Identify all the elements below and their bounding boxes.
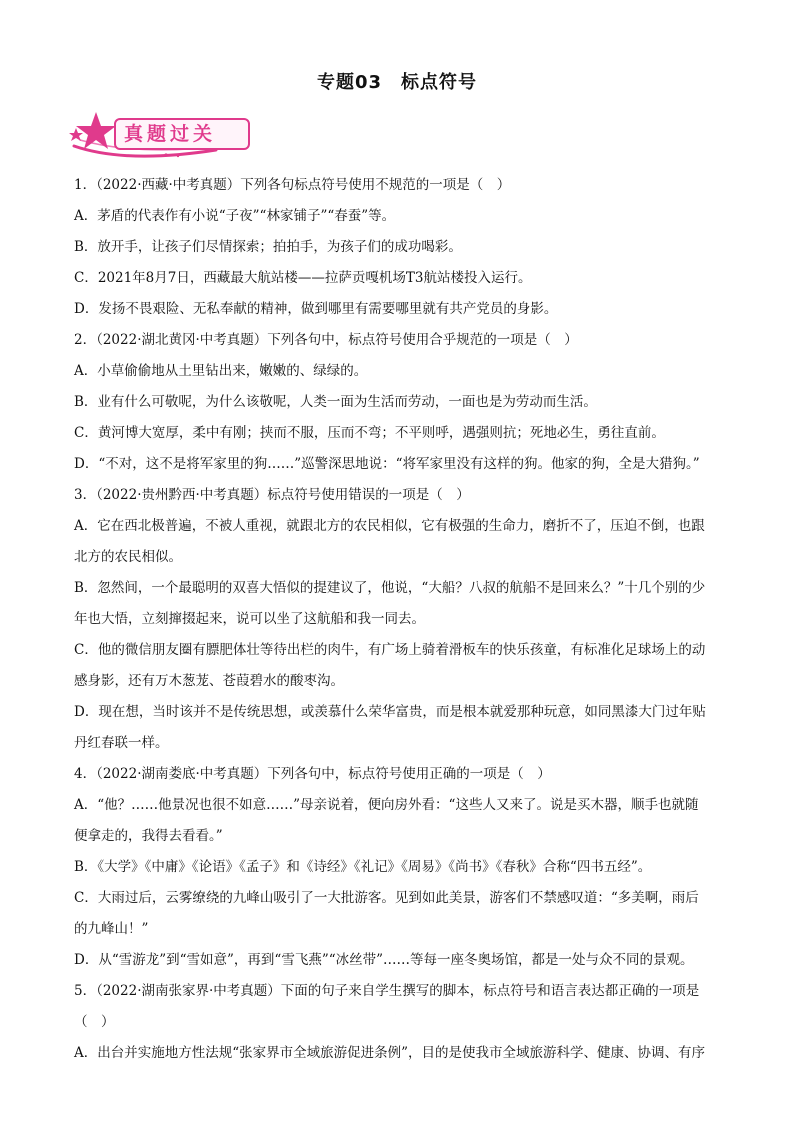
answer-option: A．小草偷偷地从土里钻出来，嫩嫩的、绿绿的。 <box>74 363 368 379</box>
answer-option: 感身影，还有万木葱茏、苍葭碧水的酸枣沟。 <box>74 673 344 689</box>
question-item <box>74 759 724 976</box>
answer-option: 便拿走的，我得去看看。” <box>74 828 223 844</box>
answer-option: 丹红春联一样。 <box>74 735 169 751</box>
answer-option: D．“不对，这不是将军家里的狗……”巡警深思地说：“将军家里没有这样的狗。他家的狗，全是大猎狗。” <box>74 456 700 472</box>
answer-option: B．业有什么可敬呢，为什么该敬呢，人类一面为生活而劳动，一面也是为劳动而生活。 <box>74 394 597 410</box>
answer-option: B．《大学》《中庸》《论语》《孟子》和《诗经》《礼记》《周易》《尚书》《春秋》合称“四书五经”。 <box>74 859 652 875</box>
answer-option: C．黄河博大宽厚，柔中有刚；挟而不服，压而不弯；不平则呼，遇强则抗；死地必生，勇往直前。 <box>74 425 665 441</box>
answer-option: 北方的农民相似。 <box>74 549 182 565</box>
answer-option: D．现在想，当时该并不是传统思想，或羡慕什么荣华富贵，而是根本就爱那种玩意，如同黑漆大门过年贴 <box>74 704 706 720</box>
question-stem: 2．（2022·湖北黄冈·中考真题）下列各句中，标点符号使用合乎规范的一项是（ ） <box>74 332 578 348</box>
answer-option: C．他的微信朋友圈有膘肥体壮等待出栏的肉牛，有广场上骑着滑板车的快乐孩童，有标准化足球场上的动 <box>74 642 706 658</box>
answer-option: D．发扬不畏艰险、无私奉献的精神，做到哪里有需要哪里就有共产党员的身影。 <box>74 301 558 317</box>
answer-option: A．“他？……他景况也很不如意……”母亲说着，便向房外看：“这些人又来了。说是买木器，顺手也就随 <box>74 797 699 813</box>
answer-option: C．2021年8月7日，西藏最大航站楼——拉萨贡嘎机场T3航站楼投入运行。 <box>74 270 532 286</box>
question-list <box>74 170 724 1069</box>
question-stem: 4．（2022·湖南娄底·中考真题）下列各句中，标点符号使用正确的一项是（ ） <box>74 766 551 782</box>
answer-option: 年也大悟，立刻撺掇起来，说可以坐了这航船和我一同去。 <box>74 611 425 627</box>
answer-option: D．从“雪游龙”到“雪如意”，再到“雪飞燕”“冰丝带”……等每一座冬奥场馆，都是一处与众不同的景观。 <box>74 952 694 968</box>
page-title: 专题03 标点符号 <box>316 72 478 93</box>
question-item <box>74 170 724 325</box>
section-banner <box>66 106 256 162</box>
answer-option: 的九峰山！” <box>74 921 149 937</box>
answer-option: A．出台并实施地方性法规“张家界市全域旅游促进条例”，目的是使我市全域旅游科学、健康、协调、有序 <box>74 1045 706 1061</box>
answer-option: B．放开手，让孩子们尽情探索；拍拍手，为孩子们的成功喝彩。 <box>74 239 462 255</box>
banner-label: 真题过关 <box>124 123 217 145</box>
answer-option: C．大雨过后，云雾缭绕的九峰山吸引了一大批游客。见到如此美景，游客们不禁感叹道：“多美啊，雨后 <box>74 890 699 906</box>
question-stem: 3．（2022·贵州黔西·中考真题）标点符号使用错误的一项是（ ） <box>74 487 470 503</box>
question-item <box>74 976 724 1069</box>
answer-option: A．茅盾的代表作有小说“子夜”“林家铺子”“春蚕”等。 <box>74 208 396 224</box>
answer-option: A．它在西北极普遍，不被人重视，就跟北方的农民相似，它有极强的生命力，磨折不了，压迫不倒，也跟 <box>74 518 705 534</box>
question-stem: 5．（2022·湖南张家界·中考真题）下面的句子来自学生撰写的脚本，标点符号和语言表达都正确的一项是 <box>74 983 700 999</box>
question-stem: 1．（2022·西藏·中考真题）下列各句标点符号使用不规范的一项是（ ） <box>74 177 511 193</box>
question-item <box>74 480 724 759</box>
question-item <box>74 325 724 480</box>
question-stem: （ ） <box>74 1014 115 1030</box>
answer-option: B．忽然间，一个最聪明的双喜大悟似的提建议了，他说，“大船？八叔的航船不是回来么？”十几个别的少 <box>74 580 706 596</box>
